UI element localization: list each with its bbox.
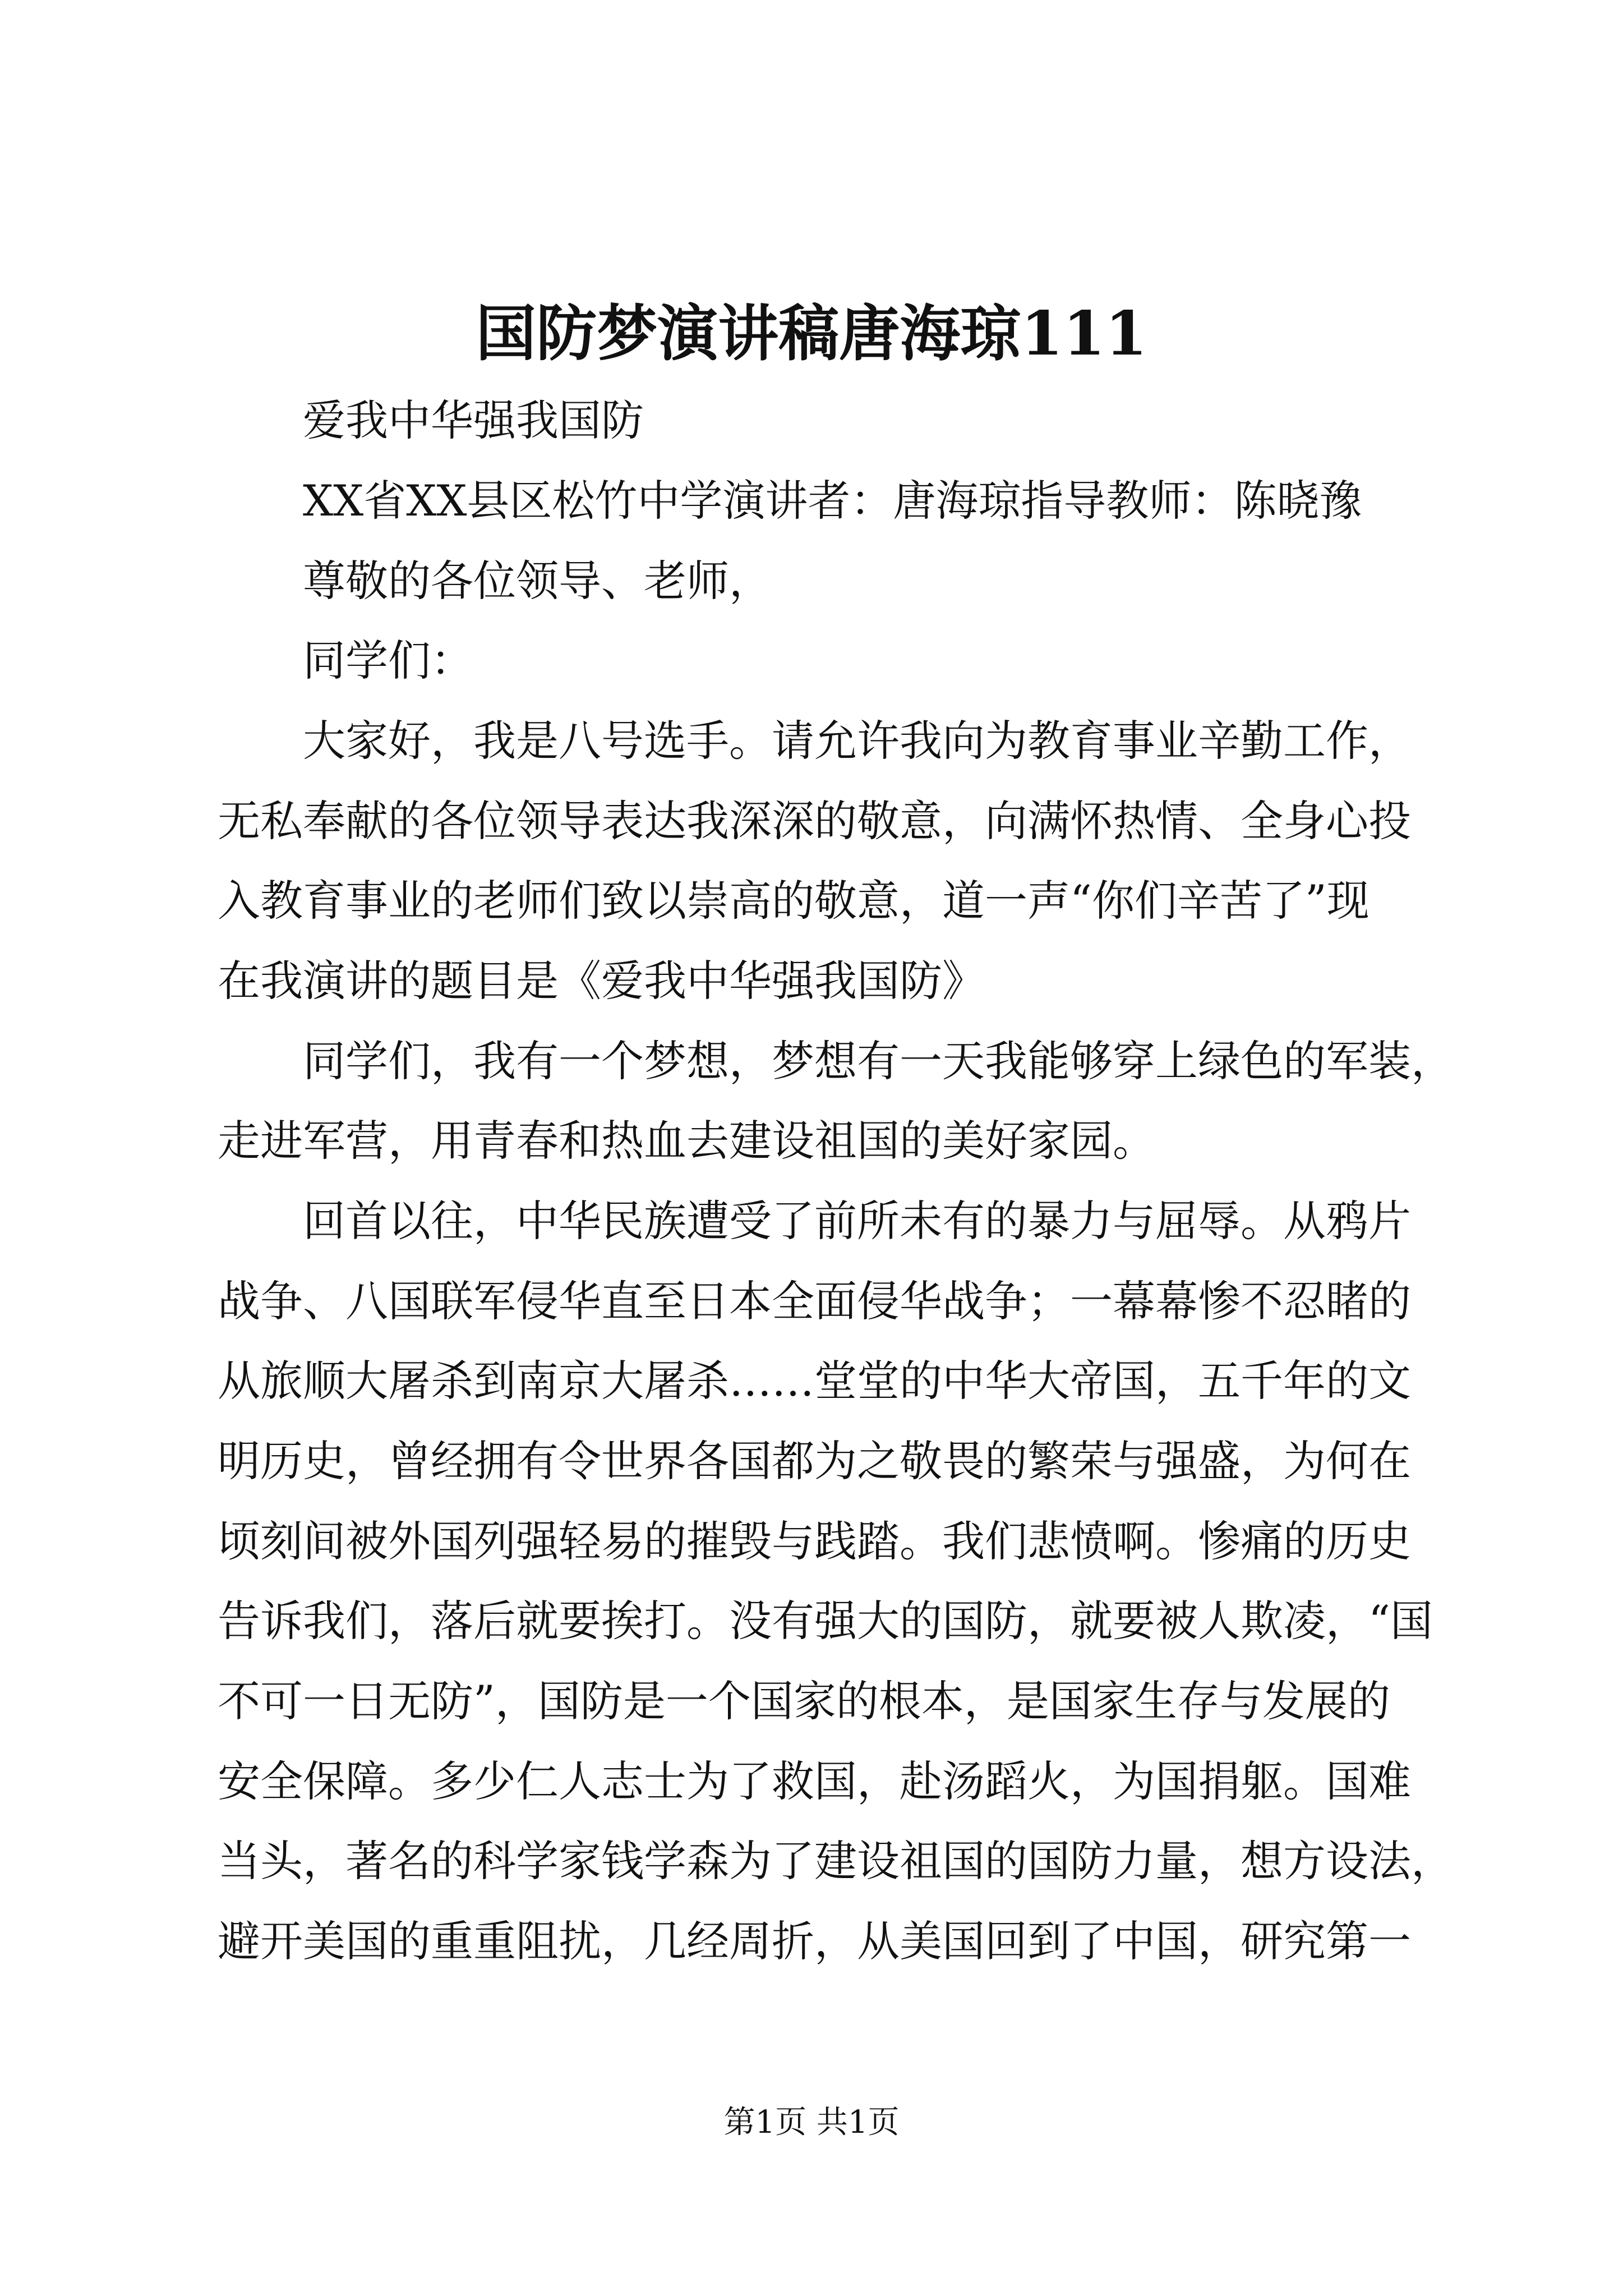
paragraph-line: 回首以往，中华民族遭受了前所未有的暴力与屈辱。从鸦片 [303,1196,1411,1246]
paragraph-line: 大家好，我是八号选手。请允许我向为教育事业辛勤工作， [303,716,1411,766]
subtitle-line: 爱我中华强我国防 [303,395,644,445]
paragraph-line: 入教育事业的老师们致以崇高的敬意，道一声“你们辛苦了”现 [218,876,1370,926]
author-line: XX省XX县区松竹中学演讲者：唐海琼指导教师：陈晓豫 [303,476,1362,526]
paragraph-line: 走进军营，用青春和热血去建设祖国的美好家园。 [218,1116,1155,1166]
paragraph-line: 不可一日无防”，国防是一个国家的根本，是国家生存与发展的 [218,1676,1390,1726]
salutation-line: 同学们： [303,636,473,685]
paragraph-line: 在我演讲的题目是《爱我中华强我国防》 [218,956,985,1006]
paragraph-line: 顷刻间被外国列强轻易的摧毁与践踏。我们悲愤啊。惨痛的历史 [218,1516,1411,1566]
paragraph-line: 明历史，曾经拥有令世界各国都为之敬畏的繁荣与强盛，为何在 [218,1436,1411,1486]
document-title: 国防梦演讲稿唐海琼111 [476,298,1147,369]
paragraph-line: 告诉我们，落后就要挨打。没有强大的国防，就要被人欺凌，“国 [218,1596,1433,1646]
paragraph-line: 安全保障。多少仁人志士为了救国，赴汤蹈火，为国捐躯。国难 [218,1756,1411,1806]
paragraph-line: 无私奉献的各位领导表达我深深的敬意，向满怀热情、全身心投 [218,796,1411,846]
paragraph-line: 从旅顺大屠杀到南京大屠杀……堂堂的中华大帝国，五千年的文 [218,1356,1411,1406]
salutation-line: 尊敬的各位领导、老师， [303,556,772,606]
paragraph-line: 当头，著名的科学家钱学森为了建设祖国的国防力量，想方设法， [218,1836,1454,1886]
paragraph-line: 避开美国的重重阻扰，几经周折，从美国回到了中国，研究第一 [218,1916,1411,1966]
paragraph-line: 战争、八国联军侵华直至日本全面侵华战争；一幕幕惨不忍睹的 [218,1276,1411,1326]
page-footer: 第1页 共1页 [723,2104,900,2141]
paragraph-line: 同学们，我有一个梦想，梦想有一天我能够穿上绿色的军装， [303,1036,1454,1086]
